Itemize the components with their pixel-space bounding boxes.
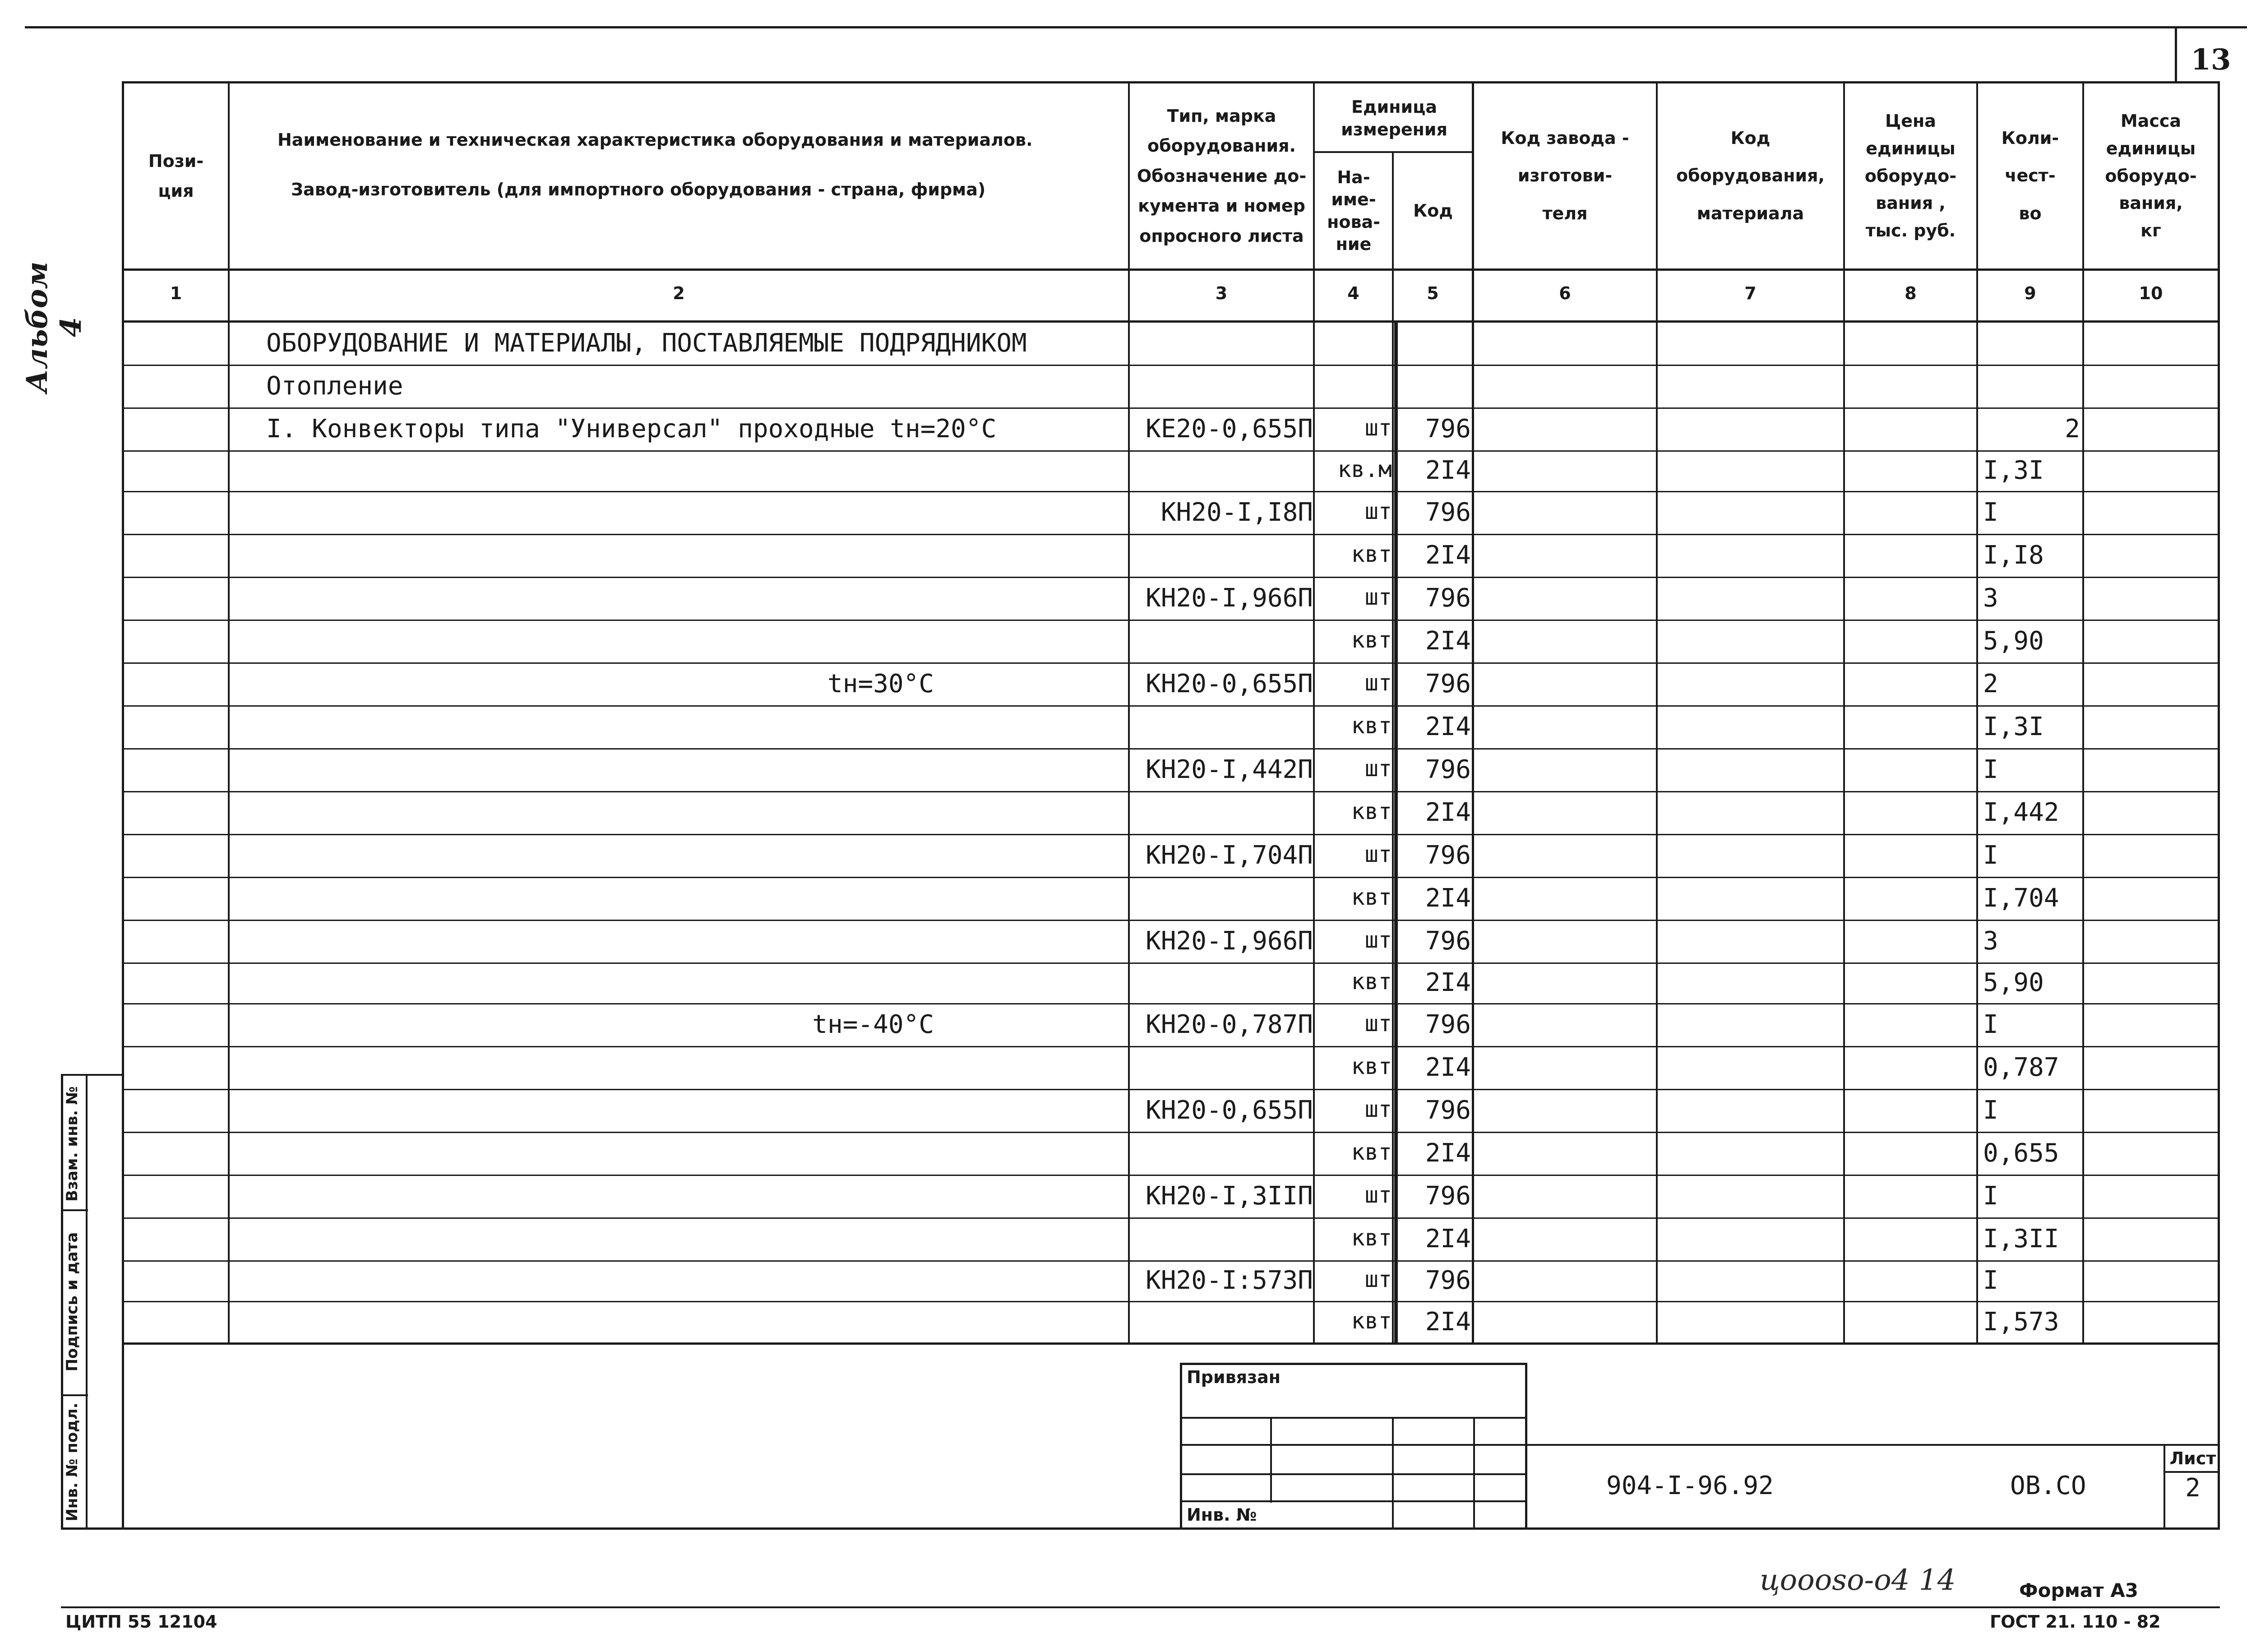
colnum-bottom [122,320,2220,323]
corner-box-left [2175,26,2177,83]
row-type: КН20-I,I8П [1160,497,1313,527]
col-sep-1 [228,81,230,1345]
column-number-9: 9 [2024,283,2036,303]
row-type: КЕ20-0,655П [1146,414,1313,444]
row-unit-code: 796 [1425,840,1471,870]
row-unit: шт [1364,1266,1392,1292]
col-sep-9 [2082,81,2084,1345]
row-quantity: I [1983,1266,1998,1295]
row-unit: квт [1351,541,1392,567]
header-unit: Единица измерения [1341,97,1447,139]
privyazan-label: Привязан [1187,1367,1281,1387]
row-unit: шт [1364,841,1392,867]
gost-label: ГОСТ 21. 110 - 82 [1990,1612,2161,1632]
row-type: КН20-0,655П [1146,669,1313,699]
stamp-vzam-inv: Взам. инв. № [63,1086,81,1202]
row-name: tн=30°С [827,669,934,699]
row-quantity: I [1983,840,1998,870]
row-quantity: I [1983,1095,1998,1125]
row-quantity: 0,787 [1983,1052,2059,1082]
row-type: КН20-0,655П [1146,1095,1313,1125]
table-top [122,81,2220,83]
column-number-3: 3 [1215,283,1228,303]
column-number-4: 4 [1347,283,1359,303]
row-unit: квт [1351,968,1392,995]
row-rule [122,1046,2220,1047]
row-rule [122,920,2220,921]
row-unit: шт [1364,498,1392,524]
stamp-strip-right [86,1074,88,1530]
row-unit-code: 2I4 [1425,883,1471,913]
row-quantity: I,3I [1983,456,2044,485]
stamp-strip-top [61,1074,124,1076]
sheet-corner-number: 13 [2191,43,2231,77]
column-number-10: 10 [2139,283,2163,303]
row-unit-code: 796 [1425,1266,1471,1295]
row-rule [122,1089,2220,1090]
row-unit-code: 796 [1425,1095,1471,1125]
row-rule [122,1217,2220,1219]
row-unit-code: 796 [1425,414,1471,444]
row-rule [122,662,2220,664]
row-unit-code: 2I4 [1425,712,1471,741]
row-name: tн=-40°С [812,1009,934,1039]
body-bottom [122,1342,2220,1345]
header-equipment-code: Код оборудования, материала [1676,128,1825,223]
row-rule [122,791,2220,792]
row-unit: шт [1364,755,1392,782]
row-rule [122,834,2220,835]
column-number-5: 5 [1427,283,1439,303]
stamp-inv-podl: Инв. № подл. [63,1402,81,1522]
row-name: ОБОРУДОВАНИЕ И МАТЕРИАЛЫ, ПОСТАВЛЯЕМЫЕ ПОДРЯДНИКОМ [266,328,1027,358]
row-quantity: I [1983,1009,1998,1039]
header-position: Пози- ция [148,151,204,201]
row-rule [122,365,2220,366]
row-type: КН20-I,966П [1146,926,1313,956]
column-number-8: 8 [1905,283,1917,303]
row-quantity: I [1983,1181,1998,1211]
row-unit-code: 796 [1425,669,1471,699]
row-unit-code: 2I4 [1425,1052,1471,1082]
row-type: КН20-0,787П [1146,1009,1313,1039]
row-unit-code: 796 [1425,497,1471,527]
row-unit: квт [1351,1307,1392,1334]
col-sep-2 [1128,81,1130,1345]
row-type: КН20-I,3IIП [1146,1181,1313,1211]
row-rule [122,1260,2220,1262]
album-label: Альбом 4 [20,261,88,393]
row-unit-code: 796 [1425,1181,1471,1211]
row-quantity: 2 [1983,669,1998,699]
header-plant-code: Код завода - изготови- теля [1501,128,1629,223]
row-quantity: I,3I [1983,712,2044,741]
citp-label: ЦИТП 55 12104 [65,1612,217,1632]
row-rule [122,963,2220,964]
row-unit-code: 2I4 [1425,540,1471,570]
row-type: КН20-I:573П [1146,1266,1313,1295]
row-name: I. Конвекторы типа "Универсал" проходные tн=20°С [266,414,997,444]
format-label: Формат А3 [2019,1579,2138,1601]
col-sep-5 [1472,81,1474,1345]
row-unit: кв.м [1337,456,1392,482]
row-unit: шт [1364,414,1392,441]
column-number-6: 6 [1559,283,1571,303]
row-name: Отопление [266,371,403,401]
stamp-podpis-data: Подпись и дата [63,1232,81,1372]
frame-bottom [61,1527,2220,1530]
row-quantity: 2 [2065,414,2080,444]
row-rule [122,877,2220,878]
row-unit: квт [1351,1053,1392,1079]
row-unit-code: 2I4 [1425,797,1471,827]
row-rule [122,1003,2220,1004]
top-rule [25,26,2247,28]
row-rule [122,1301,2220,1302]
row-rule [122,748,2220,750]
row-unit-code: 2I4 [1425,1307,1471,1337]
row-unit: шт [1364,669,1392,696]
document-code: 904-I-96.92 [1606,1471,1774,1500]
row-rule [122,407,2220,409]
row-unit-code: 2I4 [1425,456,1471,485]
list-label: Лист [2169,1448,2216,1468]
row-unit: шт [1364,1181,1392,1208]
row-quantity: I,442 [1983,797,2059,827]
header-name-line2: Завод-изготовитель (для импортного оборудования - страна, фирма) [291,179,986,199]
col-sep-8 [1976,81,1978,1345]
row-quantity: I,573 [1983,1307,2059,1337]
row-unit-code: 796 [1425,926,1471,956]
handwritten-archive-code: цоооsо-о4 14 [1760,1564,1956,1597]
row-unit-code: 2I4 [1425,968,1471,997]
unit-subheader-rule [1313,151,1473,153]
row-rule [122,1175,2220,1176]
row-quantity: I,3II [1983,1224,2059,1254]
table-right [2218,81,2220,1530]
row-rule [122,705,2220,707]
row-unit-code: 2I4 [1425,626,1471,656]
header-mass: Масса единицы оборудо- вания, кг [2105,111,2197,241]
row-unit: квт [1351,1138,1392,1165]
row-unit-code: 796 [1425,583,1471,613]
row-quantity: 5,90 [1983,968,2044,997]
header-type: Тип, марка оборудования. Обозначение до- кумента и номер опросного листа [1137,106,1307,246]
row-unit-code: 796 [1425,1009,1471,1039]
column-number-2: 2 [673,283,685,303]
row-unit: шт [1364,1010,1392,1037]
row-unit: квт [1351,798,1392,824]
header-unit-name: На- име- нова- ние [1327,167,1380,254]
row-unit-code: 2I4 [1425,1138,1471,1168]
row-unit: квт [1351,626,1392,653]
row-rule [122,491,2220,492]
list-number: 2 [2185,1473,2201,1503]
header-bottom [122,268,2220,271]
row-quantity: I,704 [1983,883,2059,913]
header-name-line1: Наименование и техническая характеристика оборудования и материалов. [277,130,1033,150]
row-rule [122,577,2220,578]
row-rule [122,620,2220,621]
row-quantity: I [1983,754,1998,784]
header-price: Цена единицы оборудо- вания , тыс. руб. [1864,111,1957,241]
row-quantity: 3 [1983,583,1998,613]
row-unit: квт [1351,1224,1392,1251]
col-sep-3 [1313,81,1315,1345]
col-sep-6 [1656,81,1658,1345]
row-rule [122,1132,2220,1133]
column-number-7: 7 [1744,283,1757,303]
row-quantity: 3 [1983,926,1998,956]
row-quantity: I,I8 [1983,540,2044,570]
row-unit: шт [1364,1096,1392,1122]
row-unit: шт [1364,583,1392,610]
row-quantity: I [1983,497,1998,527]
col-sep-7 [1843,81,1845,1345]
inv-no-label: Инв. № [1187,1505,1257,1525]
header-unit-code: Код [1413,201,1453,221]
row-unit: квт [1351,712,1392,739]
row-type: КН20-I,966П [1146,583,1313,613]
row-rule [122,534,2220,535]
column-number-1: 1 [170,283,182,303]
row-unit-code: 796 [1425,754,1471,784]
row-quantity: 5,90 [1983,626,2044,656]
row-unit-code: 2I4 [1425,1224,1471,1254]
footer-rule [61,1606,2220,1608]
row-rule [122,450,2220,452]
row-type: КН20-I,442П [1146,754,1313,784]
section-code: ОВ.СО [2010,1471,2086,1500]
row-type: КН20-I,704П [1146,840,1313,870]
row-unit: шт [1364,926,1392,953]
row-unit: квт [1351,884,1392,910]
header-quantity: Коли- чест- во [2001,128,2059,223]
row-quantity: 0,655 [1983,1138,2059,1168]
